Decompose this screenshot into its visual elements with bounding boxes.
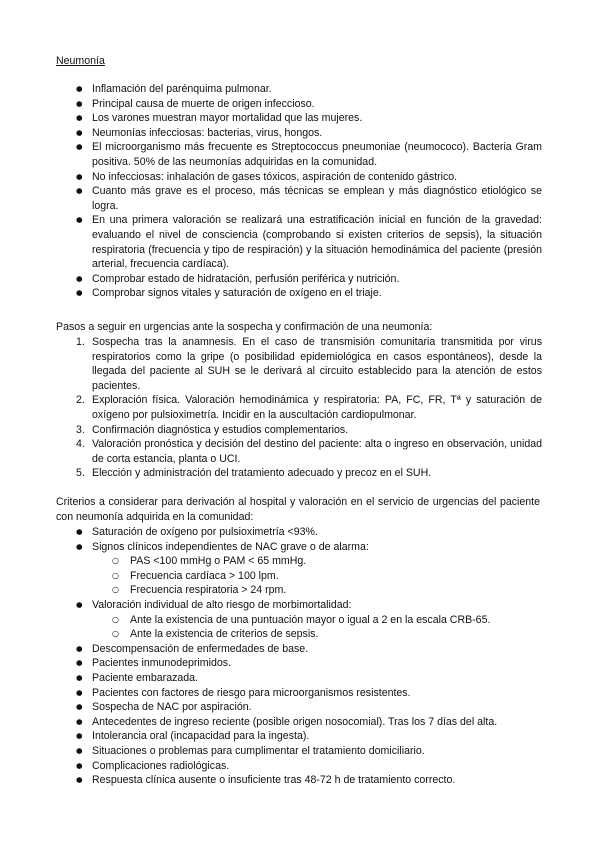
list-item [56, 466, 542, 481]
list-item: ● Descompensación de enfermedades de base. [56, 642, 542, 657]
step-text: Sospecha tras la anamnesis. En el caso de transmisión comunitaria transmitida por virus respiratorios como la gripe (o posibilidad epidemiológica en casos espontáneos), desde la llegada del paciente al SUH se le derivará al circuito establecido para la atención de estos pacientes. [92, 336, 542, 392]
sub-list-item: ○ Frecuencia cardíaca > 100 lpm. [92, 569, 542, 584]
sub-list [92, 613, 542, 642]
steps-intro: Pasos a seguir en urgencias ante la sospecha y confirmación de una neumonía: [56, 321, 433, 333]
list-item: ● Saturación de oxígeno por pulsioximetría <93%. [56, 525, 542, 540]
list-item: ● Comprobar estado de hidratación, perfusión periférica y nutrición. [56, 272, 542, 287]
list-item [56, 598, 542, 642]
list-item: ● Neumonías infecciosas: bacterias, virus, hongos. [56, 126, 542, 141]
sub-list-item: ○ Frecuencia respiratoria > 24 rpm. [92, 583, 542, 598]
emergency-steps-list [56, 335, 542, 481]
step-text: Valoración pronóstica y decisión del destino del paciente: alta o ingreso en observación, unidad de corta estancia, planta o UCI. [92, 438, 542, 465]
list-item: ● Situaciones o problemas para cumplimentar el tratamiento domiciliario. [56, 744, 542, 759]
list-item: ● Antecedentes de ingreso reciente (posible origen nosocomial). Tras los 7 días del alta. [56, 715, 542, 730]
list-item: ● Cuanto más grave es el proceso, más técnicas se emplean y más diagnóstico etiológico se logra. [56, 184, 542, 213]
list-item: ● No infecciosas: inhalación de gases tóxicos, aspiración de contenido gástrico. [56, 170, 542, 185]
list-item: ● Comprobar signos vitales y saturación de oxígeno en el triaje. [56, 286, 542, 301]
list-item: ● En una primera valoración se realizará una estratificación inicial en función de la gravedad: evaluando el nivel de consciencia (comprobando si existen criterios de sepsis), la situación respiratoria (frecuencia y tipo de respiración) y la situación hemodinámica del paciente (presión arterial, frecuencia cardíaca). [56, 213, 542, 271]
list-item: ● Los varones muestran mayor mortalidad que las mujeres. [56, 111, 542, 126]
list-item: ● Intolerancia oral (incapacidad para la ingesta). [56, 729, 542, 744]
step-number: 1. [76, 336, 85, 348]
criteria-list [56, 525, 542, 788]
criteria-intro: Criterios a considerar para derivación al hospital y valoración en el servicio de urgencias del paciente con neumonía adquirida en la comunidad: [56, 496, 540, 523]
list-item: ● Pacientes inmunodeprimidos. [56, 656, 542, 671]
list-item: ● Complicaciones radiológicas. [56, 759, 542, 774]
list-item: ● Paciente embarazada. [56, 671, 542, 686]
step-text: Elección y administración del tratamiento adecuado y precoz en el SUH. [92, 467, 432, 480]
list-item [56, 393, 542, 422]
step-text: Exploración física. Valoración hemodinámica y respiratoria: PA, FC, FR, Tª y saturación de oxígeno por pulsioximetría. Incidir en la auscultación cardiopulmonar. [92, 394, 542, 421]
list-item: ● Respuesta clínica ausente o insuficiente tras 48-72 h de tratamiento correcto. [56, 773, 542, 788]
list-item [56, 335, 542, 393]
sub-list-item: ○ Ante la existencia de criterios de sepsis. [92, 627, 542, 642]
list-item: ● El microorganismo más frecuente es Streptococcus pneumoniae (neumococo). Bacteria Gram positiva. 50% de las neumonías adquiridas en la comunidad. [56, 140, 542, 169]
sub-list [92, 554, 542, 598]
step-number: 2. [76, 394, 85, 407]
step-number: 3. [76, 423, 85, 436]
list-item-text: Signos clínicos independientes de NAC grave o de alarma: [92, 540, 369, 553]
list-item [56, 423, 542, 438]
list-item: ● Pacientes con factores de riesgo para microorganismos resistentes. [56, 686, 542, 701]
list-item: ● Inflamación del parénquima pulmonar. [56, 82, 542, 97]
list-item: ● Sospecha de NAC por aspiración. [56, 700, 542, 715]
sub-list-item: ○ Ante la existencia de una puntuación mayor o igual a 2 en la escala CRB-65. [92, 613, 542, 628]
list-item-text: Valoración individual de alto riesgo de morbimortalidad: [92, 598, 352, 611]
step-number: 5. [76, 467, 85, 480]
step-text: Confirmación diagnóstica y estudios complementarios. [92, 423, 349, 436]
section-title: Neumonía [56, 55, 105, 67]
sub-list-item: ○ PAS <100 mmHg o PAM < 65 mmHg. [92, 554, 542, 569]
step-number: 4. [76, 438, 85, 451]
list-item [56, 437, 542, 466]
list-item: ● Principal causa de muerte de origen infeccioso. [56, 97, 542, 112]
list-item [56, 540, 542, 598]
neumonia-facts-list [56, 82, 542, 301]
